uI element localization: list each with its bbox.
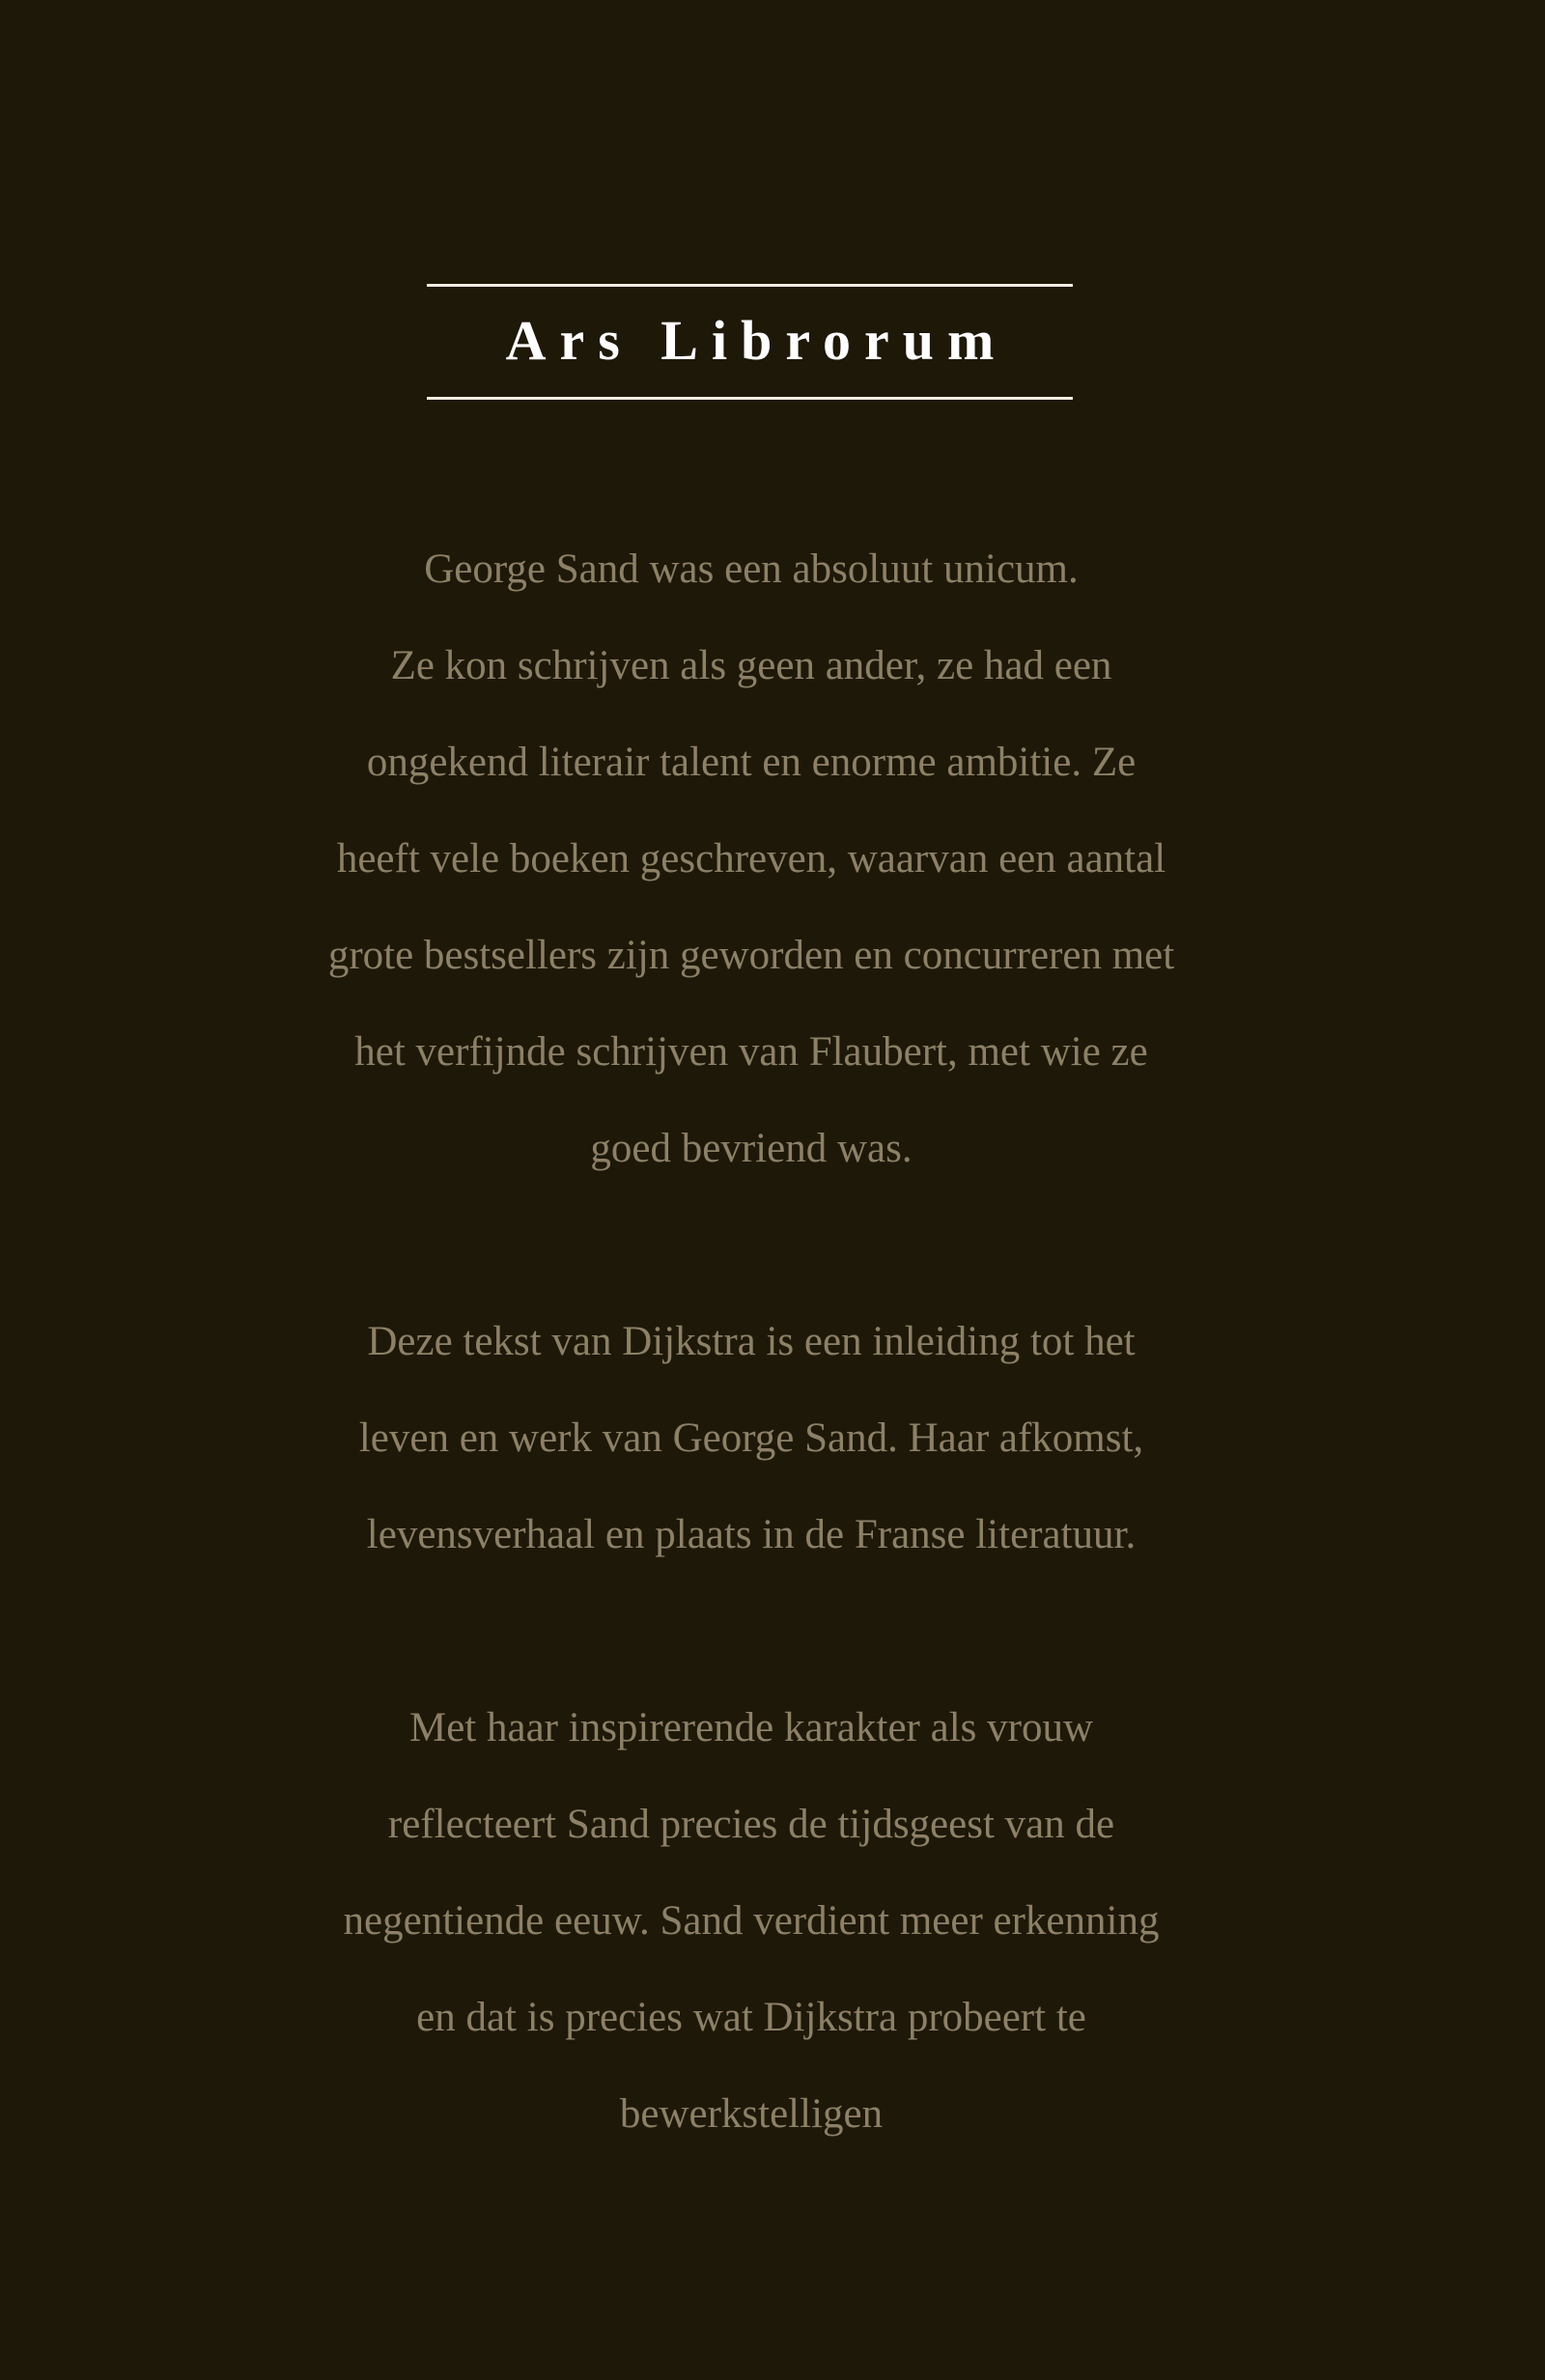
publisher-name: Ars Librorum [505,309,1008,372]
blurb-line: Deze tekst van Dijkstra is een inleiding tot het [367,1319,1136,1364]
blurb-line: en dat is precies wat Dijkstra probeert te [416,1995,1086,2040]
publisher-masthead [427,284,1073,400]
cover-blurb [212,521,1290,2163]
blurb-line: leven en werk van George Sand. Haar afkomst, [358,1415,1144,1461]
blurb-line: goed bevriend was. [590,1126,913,1171]
masthead-rule-bottom [427,397,1073,400]
blurb-paragraph-3 [212,1680,1290,2163]
blurb-line: reflecteert Sand precies de tijdsgeest van de [387,1802,1115,1847]
blurb-line: grote bestsellers zijn geworden en concurreren met [327,933,1175,978]
blurb-line: bewerkstelligen [619,2091,884,2137]
blurb-line: George Sand was een absoluut unicum. [424,546,1079,592]
blurb-line: negentiende eeuw. Sand verdient meer erkenning [343,1898,1160,1944]
blurb-line: heeft vele boeken geschreven, waarvan een aantal [336,836,1166,882]
blurb-line: Ze kon schrijven als geen ander, ze had een [390,643,1112,688]
blurb-line: Met haar inspirerende karakter als vrouw [408,1705,1093,1750]
blurb-line: ongekend literair talent en enorme ambitie. Ze [366,740,1137,785]
masthead-rule-top [427,284,1073,287]
blurb-line: levensverhaal en plaats in de Franse literatuur. [366,1512,1137,1557]
blurb-paragraph-2 [212,1294,1290,1583]
blurb-paragraph-1 [212,521,1290,1197]
blurb-line: het verfijnde schrijven van Flaubert, met wie ze [354,1029,1148,1075]
